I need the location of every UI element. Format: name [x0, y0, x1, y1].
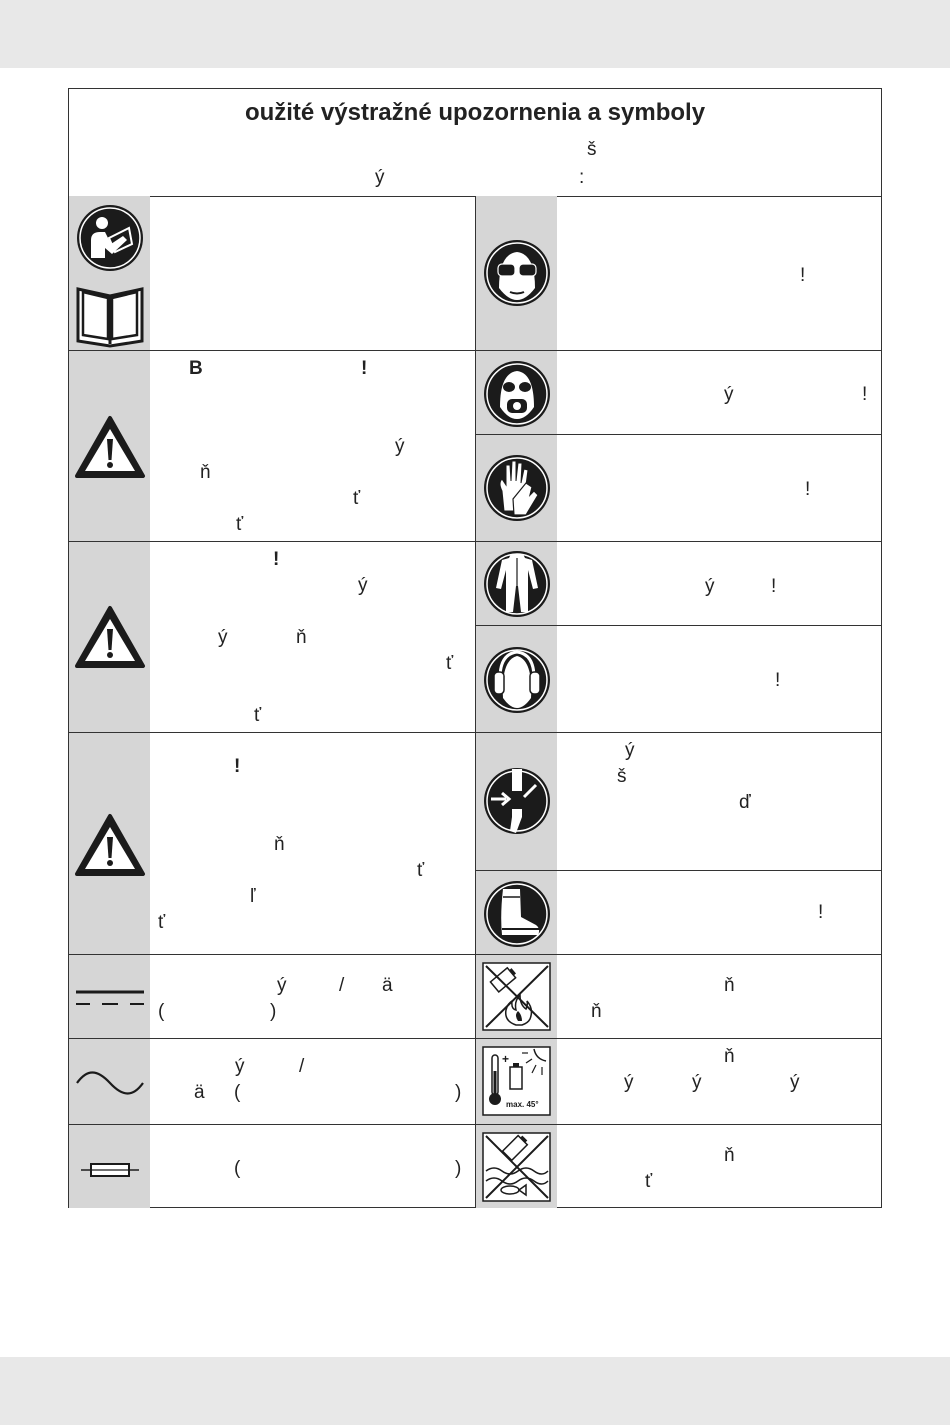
- text-fragment: (: [234, 1158, 241, 1179]
- table-row: [476, 1039, 882, 1125]
- text-fragment: ň: [724, 1046, 735, 1067]
- respirator-mask-icon: [476, 351, 557, 434]
- text-fragment: ť: [446, 653, 454, 674]
- text-fragment: ý: [705, 576, 715, 597]
- text-fragment: ý: [358, 575, 368, 596]
- warning-triangle-icon: [69, 542, 150, 732]
- table-row: [476, 733, 882, 871]
- text-fragment: ý: [790, 1072, 800, 1093]
- text-fragment: ľ: [250, 886, 256, 907]
- disconnect-plug-icon: [476, 733, 557, 870]
- text-fragment: ď: [739, 792, 751, 813]
- symbols-table: [68, 88, 882, 1208]
- text-fragment: ý: [625, 740, 635, 761]
- text-fragment: ä: [194, 1082, 205, 1103]
- text-fragment: ): [455, 1158, 462, 1179]
- text-fragment: ý: [692, 1072, 702, 1093]
- text-fragment: ň: [724, 1145, 735, 1166]
- protective-overall-icon: [476, 542, 557, 625]
- text-fragment: ť: [236, 514, 244, 535]
- page-bottom-band: [0, 1357, 950, 1425]
- text-fragment: !: [775, 670, 781, 691]
- table-row: [69, 1039, 475, 1125]
- text-fragment: B: [189, 358, 203, 379]
- text-fragment: ä: [382, 975, 393, 996]
- no-fire-battery-icon: [476, 955, 557, 1038]
- table-row: [69, 733, 475, 955]
- right-column: [476, 196, 882, 1208]
- text-fragment: ť: [254, 705, 262, 726]
- table-row: [69, 542, 475, 733]
- table-row: [476, 196, 882, 351]
- table-row: [476, 542, 882, 626]
- page-title: oužité výstražné upozornenia a symboly: [244, 99, 706, 126]
- text-fragment: ý: [218, 627, 228, 648]
- warning-triangle-icon: [69, 733, 150, 954]
- safety-goggles-icon: [476, 196, 557, 350]
- header-line2-fragment-a: ý: [375, 167, 385, 188]
- text-fragment: !: [273, 549, 280, 570]
- read-manual-icon: [69, 196, 150, 350]
- table-row: [476, 626, 882, 733]
- temperature-sun-battery-icon: [476, 1039, 557, 1124]
- text-fragment: /: [339, 975, 345, 996]
- text-fragment: !: [805, 479, 811, 500]
- text-fragment: !: [800, 265, 806, 286]
- text-fragment: !: [361, 358, 368, 379]
- text-fragment: ý: [277, 975, 287, 996]
- alternating-current-icon: [69, 1039, 150, 1124]
- direct-alternating-current-icon: [69, 955, 150, 1038]
- text-fragment: !: [771, 576, 777, 597]
- table-row: [69, 1125, 475, 1208]
- text-fragment: (: [234, 1082, 241, 1103]
- table-row: [476, 871, 882, 955]
- warning-triangle-icon: [69, 351, 150, 541]
- table-row: [69, 955, 475, 1039]
- text-fragment: !: [234, 756, 241, 777]
- fuse-icon: [69, 1125, 150, 1208]
- text-fragment: ý: [235, 1056, 245, 1077]
- text-fragment: ť: [645, 1171, 653, 1192]
- ear-protection-icon: [476, 626, 557, 732]
- safety-boots-icon: [476, 871, 557, 954]
- text-fragment: ň: [724, 975, 735, 996]
- header-line2-fragment-b: :: [579, 167, 585, 188]
- text-fragment: /: [299, 1056, 305, 1077]
- table-header: [69, 89, 881, 197]
- left-column: [69, 196, 476, 1208]
- max-temperature-label: max. 45°: [506, 1100, 539, 1109]
- text-fragment: (: [158, 1001, 165, 1022]
- protective-gloves-icon: [476, 435, 557, 541]
- text-fragment: ý: [395, 436, 405, 457]
- text-fragment: ť: [417, 860, 425, 881]
- table-row: [476, 435, 882, 542]
- table-row: [69, 351, 475, 542]
- no-water-disposal-icon: [476, 1125, 557, 1208]
- text-fragment: ): [270, 1001, 277, 1022]
- text-fragment: !: [818, 902, 824, 923]
- text-fragment: ť: [353, 488, 361, 509]
- table-row: [476, 955, 882, 1039]
- svg-text:+: +: [502, 1052, 510, 1066]
- text-fragment: ť: [158, 912, 166, 933]
- text-fragment: ň: [200, 462, 211, 483]
- table-row: [476, 1125, 882, 1208]
- table-row: [476, 351, 882, 435]
- text-fragment: ň: [591, 1001, 602, 1022]
- text-fragment: ň: [296, 627, 307, 648]
- text-fragment: !: [862, 384, 868, 405]
- page-top-band: [0, 0, 950, 68]
- text-fragment: ý: [624, 1072, 634, 1093]
- text-fragment: š: [617, 766, 627, 787]
- text-fragment: ): [455, 1082, 462, 1103]
- table-row: [69, 196, 475, 351]
- text-fragment: ý: [724, 384, 734, 405]
- text-fragment: ň: [274, 834, 285, 855]
- header-line1-fragment: š: [587, 139, 597, 160]
